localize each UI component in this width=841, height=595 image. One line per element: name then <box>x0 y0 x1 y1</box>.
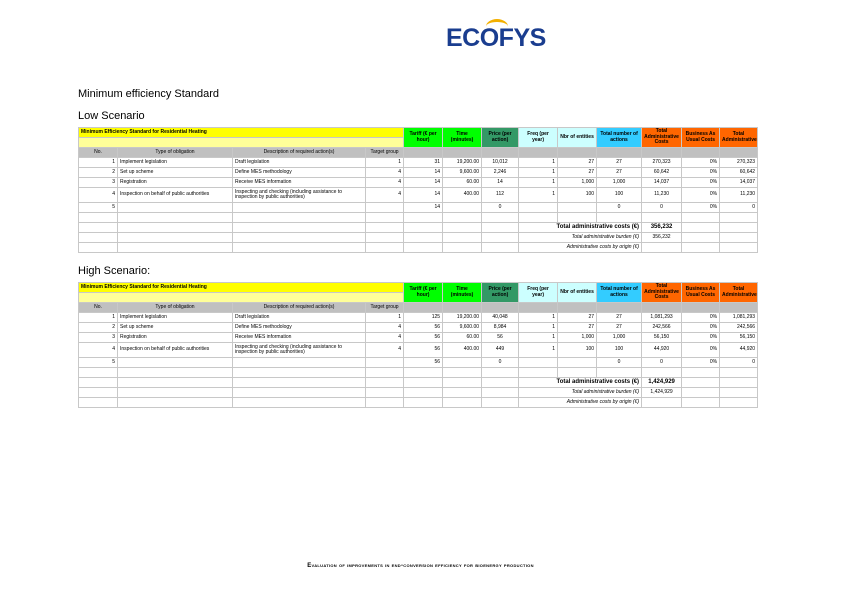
empty-cell <box>79 388 118 398</box>
empty-cell <box>482 368 519 378</box>
total-value-origin <box>642 398 682 408</box>
cell: Define MES methodology <box>233 168 366 178</box>
empty-cell <box>443 233 482 243</box>
cell <box>366 358 404 368</box>
header-spacer <box>443 303 482 313</box>
cell: 100 <box>558 343 597 358</box>
cell: 27 <box>558 323 597 333</box>
cell: 1 <box>519 313 558 323</box>
empty-cell <box>79 378 118 388</box>
cell: 112 <box>482 188 519 203</box>
cell: 9,600.00 <box>443 168 482 178</box>
empty-cell <box>443 223 482 233</box>
cell: Inspecting and checking (including assistance to inspection by public authorities) <box>233 188 366 203</box>
column-header-desc: Description of required action(s) <box>233 303 366 313</box>
cell <box>443 358 482 368</box>
header-spacer <box>597 148 642 158</box>
header-spacer <box>519 303 558 313</box>
empty-cell <box>720 378 758 388</box>
title-subrow <box>79 293 404 303</box>
empty-cell <box>118 213 233 223</box>
cell: 3 <box>79 178 118 188</box>
cell: 0% <box>682 168 720 178</box>
table-row <box>79 158 758 168</box>
cell: 5 <box>79 358 118 368</box>
cell: 0 <box>720 358 758 368</box>
empty-cell <box>118 233 233 243</box>
cell: 44,920 <box>720 343 758 358</box>
ecofys-logo: ECOFYS <box>446 18 526 58</box>
empty-cell <box>682 388 720 398</box>
footer: Evaluation of improvements in end-conversion efficiency for bioenergy production <box>307 563 534 569</box>
cell: Registration <box>118 178 233 188</box>
header-spacer <box>720 148 758 158</box>
empty-cell <box>404 378 443 388</box>
empty-cell <box>404 398 443 408</box>
cell: 1,000 <box>597 178 642 188</box>
cell: 0 <box>482 358 519 368</box>
cell: 3 <box>79 333 118 343</box>
table-row <box>79 203 758 213</box>
header-spacer <box>482 303 519 313</box>
empty-cell <box>404 223 443 233</box>
cell: 0 <box>720 203 758 213</box>
cell: 1 <box>519 333 558 343</box>
column-header-no: No. <box>79 148 118 158</box>
empty-cell <box>366 378 404 388</box>
table-row <box>79 188 758 203</box>
cell: 56 <box>404 323 443 333</box>
cell: 270,323 <box>642 158 682 168</box>
header-spacer <box>519 148 558 158</box>
empty-cell <box>404 368 443 378</box>
empty-cell <box>118 378 233 388</box>
empty-cell <box>443 368 482 378</box>
empty-cell <box>720 368 758 378</box>
empty-cell <box>233 388 366 398</box>
column-header-freq: Freq (per year) <box>519 128 558 148</box>
empty-cell <box>118 243 233 253</box>
cell: 40,048 <box>482 313 519 323</box>
empty-cell <box>597 213 642 223</box>
empty-cell <box>233 233 366 243</box>
header-spacer <box>558 303 597 313</box>
empty-cell <box>642 368 682 378</box>
cell: 27 <box>597 158 642 168</box>
empty-cell <box>720 388 758 398</box>
cell: 56 <box>404 343 443 358</box>
cell: 27 <box>597 323 642 333</box>
table-row <box>79 333 758 343</box>
empty-cell <box>404 243 443 253</box>
cell: 4 <box>79 343 118 358</box>
empty-cell <box>79 233 118 243</box>
column-header-total-admin2: Total Administrative <box>720 128 758 148</box>
column-header-no: No. <box>79 303 118 313</box>
cell: 242,566 <box>642 323 682 333</box>
empty-cell <box>443 213 482 223</box>
empty-cell <box>482 213 519 223</box>
cell: 0 <box>642 358 682 368</box>
header-spacer <box>404 148 443 158</box>
cell: 242,566 <box>720 323 758 333</box>
cell: 60,642 <box>642 168 682 178</box>
cell: 56 <box>404 358 443 368</box>
cell: 27 <box>558 168 597 178</box>
total-label-burden: Total administrative burden (€) <box>519 233 642 243</box>
column-header-total-admin2: Total Administrative <box>720 283 758 303</box>
cell: 27 <box>558 313 597 323</box>
cell: 1 <box>79 313 118 323</box>
total-label-origin: Administrative costs by origin (€) <box>519 243 642 253</box>
total-value-origin <box>642 243 682 253</box>
cell <box>519 203 558 213</box>
empty-cell <box>720 398 758 408</box>
cell: 0% <box>682 313 720 323</box>
cell: 19,200.00 <box>443 158 482 168</box>
column-header-nbr: Nbr of entities <box>558 128 597 148</box>
column-header-bau: Business As Usual Costs <box>682 283 720 303</box>
cell: 4 <box>366 168 404 178</box>
cell: 1,000 <box>558 178 597 188</box>
table-row <box>79 323 758 333</box>
cell: 1 <box>519 178 558 188</box>
empty-cell <box>682 213 720 223</box>
empty-cell <box>366 398 404 408</box>
column-header-time: Time (minutes) <box>443 283 482 303</box>
cell: Inspection on behalf of public authorities <box>118 188 233 203</box>
cell <box>366 203 404 213</box>
cell: 0% <box>682 343 720 358</box>
cell: 0% <box>682 358 720 368</box>
column-header-freq: Freq (per year) <box>519 283 558 303</box>
scenario-high-label: High Scenario: <box>78 265 151 277</box>
empty-cell <box>682 368 720 378</box>
header-spacer <box>443 148 482 158</box>
cell: 9,600.00 <box>443 323 482 333</box>
cell: 1,081,293 <box>720 313 758 323</box>
cell: 14,037 <box>720 178 758 188</box>
cell: 4 <box>366 178 404 188</box>
cell: 1,000 <box>597 333 642 343</box>
scenario-low-label: Low Scenario <box>78 110 145 122</box>
cell: 270,323 <box>720 158 758 168</box>
empty-cell <box>443 243 482 253</box>
cell: 19,200.00 <box>443 313 482 323</box>
cell <box>233 358 366 368</box>
empty-cell <box>366 368 404 378</box>
header-spacer <box>720 303 758 313</box>
header-spacer <box>597 303 642 313</box>
cell: 56,150 <box>642 333 682 343</box>
cell: 0 <box>482 203 519 213</box>
cell: 60,642 <box>720 168 758 178</box>
empty-cell <box>682 398 720 408</box>
header-spacer <box>682 303 720 313</box>
cell: 4 <box>366 343 404 358</box>
cell: 1 <box>519 188 558 203</box>
empty-cell <box>79 368 118 378</box>
empty-cell <box>482 398 519 408</box>
column-header-total-admin: Total Administrative Costs <box>642 128 682 148</box>
empty-cell <box>118 368 233 378</box>
cell: 2,246 <box>482 168 519 178</box>
empty-cell <box>720 243 758 253</box>
column-header-total-number: Total number of actions <box>597 283 642 303</box>
cell: 4 <box>79 188 118 203</box>
cell: 400.00 <box>443 343 482 358</box>
cell: 5 <box>79 203 118 213</box>
column-header-price: Price (per action) <box>482 128 519 148</box>
cell: 100 <box>597 343 642 358</box>
table-title: Minimum Efficiency Standard for Residential Heating <box>79 283 404 293</box>
cell: 4 <box>366 323 404 333</box>
empty-cell <box>482 223 519 233</box>
cell <box>519 358 558 368</box>
empty-cell <box>519 368 558 378</box>
empty-cell <box>642 213 682 223</box>
cell: 60.00 <box>443 178 482 188</box>
total-value-total: 356,232 <box>642 223 682 233</box>
cell: Draft legislation <box>233 158 366 168</box>
empty-cell <box>443 378 482 388</box>
cell: Set up scheme <box>118 168 233 178</box>
column-header-target: Target group <box>366 148 404 158</box>
table-row <box>79 343 758 358</box>
column-header-tariff: Tariff (€ per hour) <box>404 283 443 303</box>
empty-cell <box>482 243 519 253</box>
cell: Registration <box>118 333 233 343</box>
cell: 1,081,293 <box>642 313 682 323</box>
header-spacer <box>642 148 682 158</box>
cell: Inspecting and checking (including assistance to inspection by public authorities) <box>233 343 366 358</box>
cell: 56 <box>482 333 519 343</box>
cell: 27 <box>597 313 642 323</box>
cell: 14 <box>404 188 443 203</box>
cell: 1 <box>366 313 404 323</box>
cell: Implement legislation <box>118 158 233 168</box>
cell: 1 <box>366 158 404 168</box>
cell: 14 <box>404 203 443 213</box>
cell: 44,920 <box>642 343 682 358</box>
empty-cell <box>118 398 233 408</box>
cell <box>118 203 233 213</box>
cell: 1 <box>519 158 558 168</box>
header-spacer <box>682 148 720 158</box>
low-scenario-table <box>78 127 758 253</box>
cell: 1 <box>519 343 558 358</box>
empty-cell <box>366 388 404 398</box>
column-header-tariff: Tariff (€ per hour) <box>404 128 443 148</box>
cell: 14 <box>404 178 443 188</box>
column-header-total-admin: Total Administrative Costs <box>642 283 682 303</box>
header-spacer <box>404 303 443 313</box>
cell: 11,230 <box>720 188 758 203</box>
table-row <box>79 358 758 368</box>
cell: 0 <box>597 203 642 213</box>
column-header-type: Type of obligation <box>118 148 233 158</box>
cell: 27 <box>597 168 642 178</box>
empty-cell <box>79 398 118 408</box>
column-header-desc: Description of required action(s) <box>233 148 366 158</box>
total-value-burden: 1,424,929 <box>642 388 682 398</box>
column-header-total-number: Total number of actions <box>597 128 642 148</box>
high-scenario-table <box>78 282 758 408</box>
table-row <box>79 168 758 178</box>
total-value-burden: 356,232 <box>642 233 682 243</box>
column-header-type: Type of obligation <box>118 303 233 313</box>
cell: 31 <box>404 158 443 168</box>
empty-cell <box>366 233 404 243</box>
cell: 0 <box>642 203 682 213</box>
cell: 100 <box>558 188 597 203</box>
empty-cell <box>597 368 642 378</box>
empty-cell <box>482 233 519 243</box>
header-spacer <box>642 303 682 313</box>
cell: 56 <box>404 333 443 343</box>
column-header-time: Time (minutes) <box>443 128 482 148</box>
cell: 60.00 <box>443 333 482 343</box>
empty-cell <box>233 398 366 408</box>
empty-cell <box>558 213 597 223</box>
empty-cell <box>682 223 720 233</box>
column-header-price: Price (per action) <box>482 283 519 303</box>
empty-cell <box>682 378 720 388</box>
empty-cell <box>79 223 118 233</box>
empty-cell <box>482 378 519 388</box>
total-label-origin: Administrative costs by origin (€) <box>519 398 642 408</box>
empty-cell <box>443 388 482 398</box>
header-spacer <box>558 148 597 158</box>
cell: 14 <box>404 168 443 178</box>
empty-cell <box>233 368 366 378</box>
empty-cell <box>720 223 758 233</box>
empty-cell <box>233 223 366 233</box>
column-header-target: Target group <box>366 303 404 313</box>
empty-cell <box>233 213 366 223</box>
cell: 1 <box>79 158 118 168</box>
cell: 1 <box>519 168 558 178</box>
empty-cell <box>118 223 233 233</box>
empty-cell <box>233 243 366 253</box>
cell: 100 <box>597 188 642 203</box>
cell: 449 <box>482 343 519 358</box>
cell: Set up scheme <box>118 323 233 333</box>
cell: Receive MES information <box>233 178 366 188</box>
empty-cell <box>443 398 482 408</box>
total-value-total: 1,424,929 <box>642 378 682 388</box>
cell: 2 <box>79 323 118 333</box>
table-title: Minimum Efficiency Standard for Residential Heating <box>79 128 404 138</box>
cell <box>233 203 366 213</box>
cell <box>558 358 597 368</box>
cell: Receive MES information <box>233 333 366 343</box>
empty-cell <box>519 213 558 223</box>
cell: 0% <box>682 178 720 188</box>
empty-cell <box>366 213 404 223</box>
cell: Define MES methodology <box>233 323 366 333</box>
cell: 0% <box>682 188 720 203</box>
cell: 400.00 <box>443 188 482 203</box>
cell: 0% <box>682 323 720 333</box>
cell: 14 <box>482 178 519 188</box>
empty-cell <box>366 243 404 253</box>
empty-cell <box>366 223 404 233</box>
cell: 125 <box>404 313 443 323</box>
total-label-total: Total administrative costs (€) <box>519 223 642 233</box>
table-row <box>79 178 758 188</box>
column-header-bau: Business As Usual Costs <box>682 128 720 148</box>
empty-cell <box>404 233 443 243</box>
total-label-total: Total administrative costs (€) <box>519 378 642 388</box>
cell: 0% <box>682 203 720 213</box>
empty-cell <box>79 213 118 223</box>
cell: 4 <box>366 333 404 343</box>
cell: 2 <box>79 168 118 178</box>
empty-cell <box>682 233 720 243</box>
cell <box>118 358 233 368</box>
empty-cell <box>79 243 118 253</box>
empty-cell <box>482 388 519 398</box>
cell <box>443 203 482 213</box>
cell: 11,230 <box>642 188 682 203</box>
cell: Inspection on behalf of public authorities <box>118 343 233 358</box>
total-label-burden: Total administrative burden (€) <box>519 388 642 398</box>
empty-cell <box>558 368 597 378</box>
cell: 0% <box>682 158 720 168</box>
page-heading: Minimum efficiency Standard <box>78 88 220 100</box>
column-header-nbr: Nbr of entities <box>558 283 597 303</box>
table-row <box>79 313 758 323</box>
empty-cell <box>404 213 443 223</box>
header-spacer <box>482 148 519 158</box>
cell: 0% <box>682 333 720 343</box>
empty-cell <box>404 388 443 398</box>
title-subrow <box>79 138 404 148</box>
empty-cell <box>233 378 366 388</box>
cell <box>558 203 597 213</box>
cell: 8,984 <box>482 323 519 333</box>
cell: Implement legislation <box>118 313 233 323</box>
empty-cell <box>118 388 233 398</box>
cell: 14,037 <box>642 178 682 188</box>
cell: 27 <box>558 158 597 168</box>
cell: 4 <box>366 188 404 203</box>
cell: 1,000 <box>558 333 597 343</box>
empty-cell <box>720 233 758 243</box>
cell: 10,012 <box>482 158 519 168</box>
cell: 0 <box>597 358 642 368</box>
cell: 1 <box>519 323 558 333</box>
cell: 56,150 <box>720 333 758 343</box>
empty-cell <box>720 213 758 223</box>
cell: Draft legislation <box>233 313 366 323</box>
empty-cell <box>682 243 720 253</box>
